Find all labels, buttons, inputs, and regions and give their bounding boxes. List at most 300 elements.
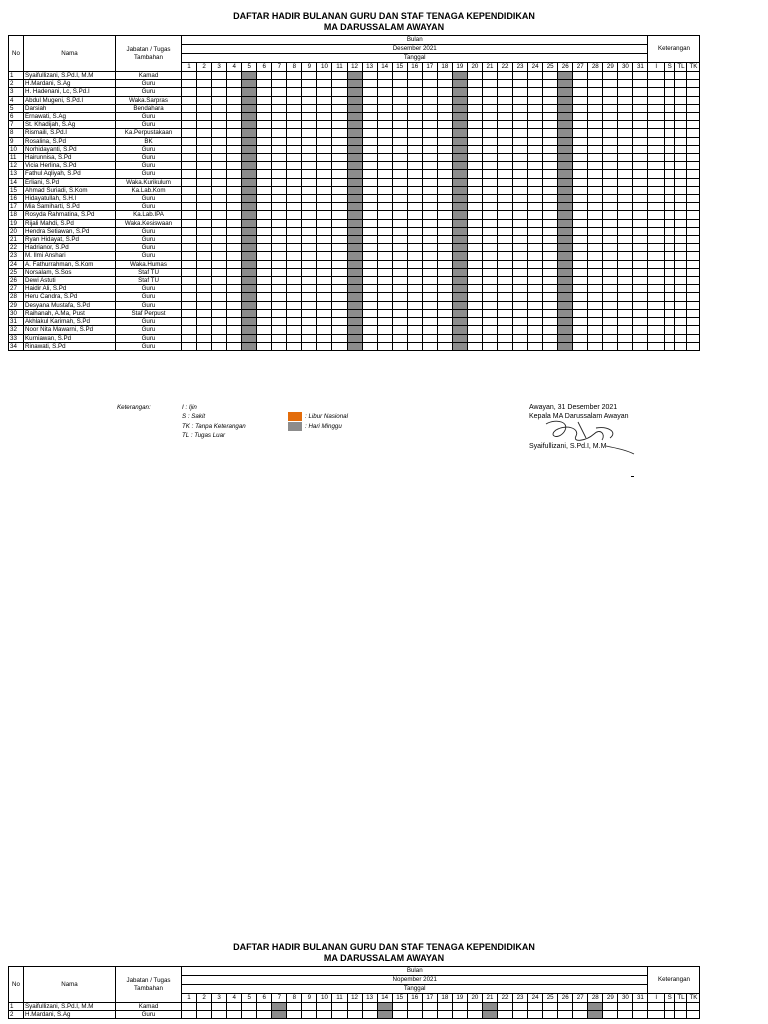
attendance-cell [437, 252, 452, 260]
attendance-cell [257, 195, 272, 203]
attendance-cell [227, 80, 242, 88]
attendance-cell [543, 178, 558, 186]
attendance-cell [332, 170, 347, 178]
sunday-cell [347, 342, 362, 350]
attendance-cell [633, 178, 648, 186]
sunday-cell [452, 260, 467, 268]
keterangan-cell [648, 293, 665, 301]
date-header-cell: 14 [377, 994, 392, 1003]
attendance-cell [257, 219, 272, 227]
date-header-cell: 6 [257, 63, 272, 72]
attendance-cell [467, 1011, 482, 1019]
attendance-cell [437, 121, 452, 129]
attendance-cell [212, 154, 227, 162]
attendance-cell [482, 244, 497, 252]
attendance-cell [197, 268, 212, 276]
attendance-cell [212, 293, 227, 301]
attendance-cell [422, 285, 437, 293]
attendance-cell [467, 178, 482, 186]
attendance-cell [588, 129, 603, 137]
attendance-cell [497, 121, 512, 129]
attendance-cell [633, 154, 648, 162]
sunday-cell [242, 211, 257, 219]
attendance-cell [422, 268, 437, 276]
attendance-cell [272, 72, 287, 80]
attendance-cell [212, 113, 227, 121]
attendance-cell [392, 195, 407, 203]
row-number: 18 [9, 211, 24, 219]
attendance-cell [287, 203, 302, 211]
attendance-cell [618, 195, 633, 203]
teacher-name: H.Mardani, S.Ag [24, 80, 116, 88]
date-header-cell: 18 [437, 994, 452, 1003]
attendance-cell [407, 260, 422, 268]
attendance-cell [618, 154, 633, 162]
date-header-cell: 30 [618, 63, 633, 72]
attendance-cell [272, 244, 287, 252]
attendance-cell [407, 318, 422, 326]
attendance-cell [257, 80, 272, 88]
attendance-cell [528, 170, 543, 178]
attendance-cell [272, 129, 287, 137]
row-number: 33 [9, 334, 24, 342]
attendance-cell [197, 145, 212, 153]
keterangan-cell [664, 293, 675, 301]
attendance-cell [302, 260, 317, 268]
attendance-cell [272, 318, 287, 326]
teacher-position: Guru [116, 301, 182, 309]
date-header-cell: 20 [467, 994, 482, 1003]
attendance-cell [573, 88, 588, 96]
attendance-cell [317, 277, 332, 285]
attendance-cell [588, 293, 603, 301]
sunday-cell [242, 178, 257, 186]
attendance-cell [392, 113, 407, 121]
keterangan-cell [664, 80, 675, 88]
attendance-cell [332, 195, 347, 203]
attendance-cell [212, 236, 227, 244]
attendance-cell [603, 309, 618, 317]
attendance-cell [257, 170, 272, 178]
attendance-cell [197, 334, 212, 342]
table-row [9, 137, 700, 145]
keterangan-cell [664, 260, 675, 268]
attendance-cell [227, 137, 242, 145]
keterangan-cell [648, 211, 665, 219]
date-header-cell: 5 [242, 994, 257, 1003]
attendance-cell [497, 80, 512, 88]
row-number: 26 [9, 277, 24, 285]
keterangan-cell [648, 72, 665, 80]
attendance-cell [197, 195, 212, 203]
attendance-cell [362, 104, 377, 112]
attendance-cell [437, 309, 452, 317]
sunday-cell [558, 186, 573, 194]
attendance-cell [573, 145, 588, 153]
attendance-cell [633, 244, 648, 252]
attendance-cell [482, 154, 497, 162]
attendance-cell [377, 195, 392, 203]
header-jabatan: Jabatan / Tugas Tambahan [116, 36, 182, 72]
keterangan-cell [675, 203, 687, 211]
sunday-cell [452, 129, 467, 137]
keterangan-cell [664, 252, 675, 260]
sunday-cell [347, 236, 362, 244]
attendance-cell [332, 309, 347, 317]
row-number: 19 [9, 219, 24, 227]
attendance-cell [422, 236, 437, 244]
attendance-cell [422, 170, 437, 178]
attendance-cell [573, 178, 588, 186]
keterangan-cell [648, 178, 665, 186]
attendance-cell [497, 145, 512, 153]
attendance-cell [633, 260, 648, 268]
attendance-cell [497, 326, 512, 334]
attendance-cell [543, 236, 558, 244]
attendance-cell [482, 285, 497, 293]
attendance-cell [543, 326, 558, 334]
attendance-cell [257, 211, 272, 219]
date-header-cell: 20 [467, 63, 482, 72]
attendance-cell [543, 244, 558, 252]
attendance-cell [633, 293, 648, 301]
attendance-cell [618, 293, 633, 301]
attendance-cell [437, 154, 452, 162]
legend-ijin: I : Ijin [182, 404, 197, 411]
attendance-cell [392, 293, 407, 301]
sunday-cell [452, 72, 467, 80]
attendance-cell [633, 268, 648, 276]
attendance-cell [543, 342, 558, 350]
row-number: 27 [9, 285, 24, 293]
attendance-cell [618, 72, 633, 80]
attendance-cell [182, 236, 197, 244]
attendance-cell [422, 80, 437, 88]
attendance-cell [497, 170, 512, 178]
keterangan-cell [664, 72, 675, 80]
attendance-cell [482, 334, 497, 342]
attendance-cell [302, 129, 317, 137]
attendance-cell [482, 137, 497, 145]
attendance-cell [467, 137, 482, 145]
attendance-cell [272, 195, 287, 203]
row-number: 9 [9, 137, 24, 145]
attendance-cell [362, 268, 377, 276]
attendance-cell [618, 318, 633, 326]
teacher-name: Desyana Mustafa, S.Pd [24, 301, 116, 309]
attendance-cell [482, 268, 497, 276]
attendance-cell [603, 154, 618, 162]
attendance-cell [317, 301, 332, 309]
attendance-cell [287, 154, 302, 162]
attendance-cell [332, 244, 347, 252]
attendance-cell [603, 145, 618, 153]
attendance-cell [528, 293, 543, 301]
attendance-cell [287, 260, 302, 268]
attendance-cell [302, 162, 317, 170]
attendance-cell [272, 154, 287, 162]
attendance-cell [392, 219, 407, 227]
attendance-cell [302, 1011, 317, 1019]
attendance-cell [528, 309, 543, 317]
attendance-cell [482, 219, 497, 227]
attendance-cell [287, 1003, 302, 1011]
row-number: 21 [9, 236, 24, 244]
attendance-cell [513, 178, 528, 186]
sunday-cell [452, 121, 467, 129]
sunday-cell [482, 1011, 497, 1019]
keterangan-cell [687, 285, 700, 293]
sunday-cell [452, 137, 467, 145]
sunday-cell [347, 244, 362, 252]
table-row [9, 88, 700, 96]
attendance-cell [332, 219, 347, 227]
attendance-cell [437, 334, 452, 342]
attendance-cell [392, 285, 407, 293]
attendance-cell [227, 260, 242, 268]
attendance-cell [212, 211, 227, 219]
attendance-cell [543, 80, 558, 88]
attendance-cell [528, 260, 543, 268]
attendance-cell [212, 121, 227, 129]
attendance-cell [302, 285, 317, 293]
attendance-cell [422, 1011, 437, 1019]
attendance-cell [182, 121, 197, 129]
attendance-cell [588, 88, 603, 96]
keterangan-cell [687, 170, 700, 178]
attendance-cell [573, 334, 588, 342]
attendance-cell [257, 342, 272, 350]
attendance-cell [377, 72, 392, 80]
attendance-cell [287, 195, 302, 203]
attendance-cell [257, 318, 272, 326]
teacher-name: Syaifullizani, S.Pd.I, M.M [24, 1003, 116, 1011]
sunday-cell [347, 145, 362, 153]
attendance-cell [497, 260, 512, 268]
attendance-cell [588, 301, 603, 309]
attendance-cell [407, 309, 422, 317]
row-number: 14 [9, 178, 24, 186]
attendance-cell [497, 252, 512, 260]
attendance-cell [362, 244, 377, 252]
keterangan-cell [675, 88, 687, 96]
attendance-cell [618, 137, 633, 145]
sunday-cell [452, 326, 467, 334]
attendance-cell [497, 293, 512, 301]
attendance-cell [302, 318, 317, 326]
attendance-cell [302, 326, 317, 334]
attendance-cell [513, 162, 528, 170]
signature-name: Syaifullizani, S.Pd.I, M.M [529, 443, 607, 450]
attendance-cell [422, 301, 437, 309]
attendance-cell [227, 268, 242, 276]
attendance-cell [257, 252, 272, 260]
attendance-cell [482, 162, 497, 170]
attendance-cell [633, 186, 648, 194]
keterangan-cell [687, 1011, 700, 1019]
attendance-cell [197, 260, 212, 268]
attendance-cell [197, 121, 212, 129]
attendance-cell [497, 137, 512, 145]
attendance-cell [528, 252, 543, 260]
keterangan-cell [687, 334, 700, 342]
ket-code-header: TK [687, 63, 700, 72]
attendance-cell [467, 113, 482, 121]
attendance-cell [227, 236, 242, 244]
keterangan-cell [675, 162, 687, 170]
attendance-cell [482, 342, 497, 350]
attendance-cell [513, 104, 528, 112]
sunday-cell [452, 88, 467, 96]
attendance-cell [422, 342, 437, 350]
attendance-cell [302, 244, 317, 252]
sunday-cell [347, 121, 362, 129]
attendance-cell [528, 236, 543, 244]
attendance-cell [437, 244, 452, 252]
keterangan-cell [687, 186, 700, 194]
row-number: 8 [9, 129, 24, 137]
attendance-cell [528, 227, 543, 235]
attendance-cell [528, 318, 543, 326]
attendance-cell [528, 129, 543, 137]
attendance-cell [257, 277, 272, 285]
attendance-cell [257, 137, 272, 145]
date-header-cell: 8 [287, 994, 302, 1003]
attendance-cell [212, 318, 227, 326]
attendance-cell [467, 244, 482, 252]
keterangan-cell [648, 162, 665, 170]
attendance-cell [558, 1011, 573, 1019]
attendance-cell [588, 121, 603, 129]
attendance-cell [588, 318, 603, 326]
attendance-cell [603, 211, 618, 219]
attendance-cell [422, 334, 437, 342]
attendance-cell [377, 227, 392, 235]
sunday-cell [347, 72, 362, 80]
attendance-cell [212, 203, 227, 211]
attendance-cell [257, 309, 272, 317]
attendance-cell [497, 268, 512, 276]
attendance-cell [543, 137, 558, 145]
attendance-cell [513, 137, 528, 145]
teacher-position: Guru [116, 227, 182, 235]
attendance-cell [497, 1003, 512, 1011]
keterangan-cell [675, 104, 687, 112]
attendance-cell [497, 104, 512, 112]
legend-title: Keterangan: [117, 404, 151, 411]
attendance-cell [197, 88, 212, 96]
attendance-cell [573, 342, 588, 350]
sunday-cell [452, 252, 467, 260]
attendance-cell [573, 104, 588, 112]
table-row [9, 260, 700, 268]
attendance-cell [543, 318, 558, 326]
date-header-cell: 10 [317, 994, 332, 1003]
legend-hari-minggu: : Hari Minggu [305, 423, 342, 430]
attendance-cell [467, 170, 482, 178]
sunday-cell [242, 203, 257, 211]
teacher-position: Guru [116, 145, 182, 153]
attendance-cell [212, 285, 227, 293]
attendance-cell [197, 244, 212, 252]
sunday-cell [452, 227, 467, 235]
attendance-cell [588, 178, 603, 186]
attendance-cell [362, 129, 377, 137]
attendance-cell [287, 137, 302, 145]
sunday-cell [558, 326, 573, 334]
attendance-cell [633, 121, 648, 129]
attendance-cell [272, 178, 287, 186]
keterangan-cell [687, 301, 700, 309]
attendance-cell [272, 113, 287, 121]
attendance-cell [302, 113, 317, 121]
attendance-cell [212, 1011, 227, 1019]
keterangan-cell [675, 195, 687, 203]
teacher-name: Mia Samiharti, S.Pd [24, 203, 116, 211]
keterangan-cell [687, 326, 700, 334]
attendance-cell [272, 301, 287, 309]
attendance-cell [437, 88, 452, 96]
attendance-cell [197, 80, 212, 88]
attendance-cell [197, 178, 212, 186]
sunday-cell [452, 145, 467, 153]
keterangan-cell [664, 301, 675, 309]
attendance-cell [407, 88, 422, 96]
sunday-cell [452, 154, 467, 162]
table-row [9, 326, 700, 334]
attendance-cell [377, 301, 392, 309]
attendance-cell [272, 203, 287, 211]
attendance-cell [377, 137, 392, 145]
attendance-cell [272, 137, 287, 145]
sunday-cell [452, 285, 467, 293]
teacher-name: Darsiah [24, 104, 116, 112]
row-number: 3 [9, 88, 24, 96]
attendance-cell [332, 121, 347, 129]
attendance-cell [467, 285, 482, 293]
attendance-cell [573, 162, 588, 170]
attendance-cell [573, 121, 588, 129]
attendance-cell [182, 219, 197, 227]
attendance-cell [317, 137, 332, 145]
row-number: 4 [9, 96, 24, 104]
attendance-cell [573, 137, 588, 145]
attendance-cell [573, 236, 588, 244]
attendance-cell [212, 88, 227, 96]
table-row [9, 211, 700, 219]
attendance-cell [603, 80, 618, 88]
attendance-cell [437, 268, 452, 276]
attendance-cell [618, 162, 633, 170]
header-bulan: Bulan [182, 36, 648, 45]
keterangan-cell [675, 145, 687, 153]
attendance-cell [287, 318, 302, 326]
date-header-cell: 5 [242, 63, 257, 72]
attendance-cell [317, 145, 332, 153]
sunday-cell [452, 186, 467, 194]
attendance-cell [588, 244, 603, 252]
keterangan-cell [664, 219, 675, 227]
hari-minggu-swatch [288, 422, 302, 431]
attendance-cell [437, 293, 452, 301]
attendance-cell [197, 252, 212, 260]
sunday-cell [347, 318, 362, 326]
keterangan-cell [664, 162, 675, 170]
attendance-cell [392, 227, 407, 235]
attendance-cell [257, 129, 272, 137]
attendance-cell [407, 227, 422, 235]
attendance-cell [182, 170, 197, 178]
